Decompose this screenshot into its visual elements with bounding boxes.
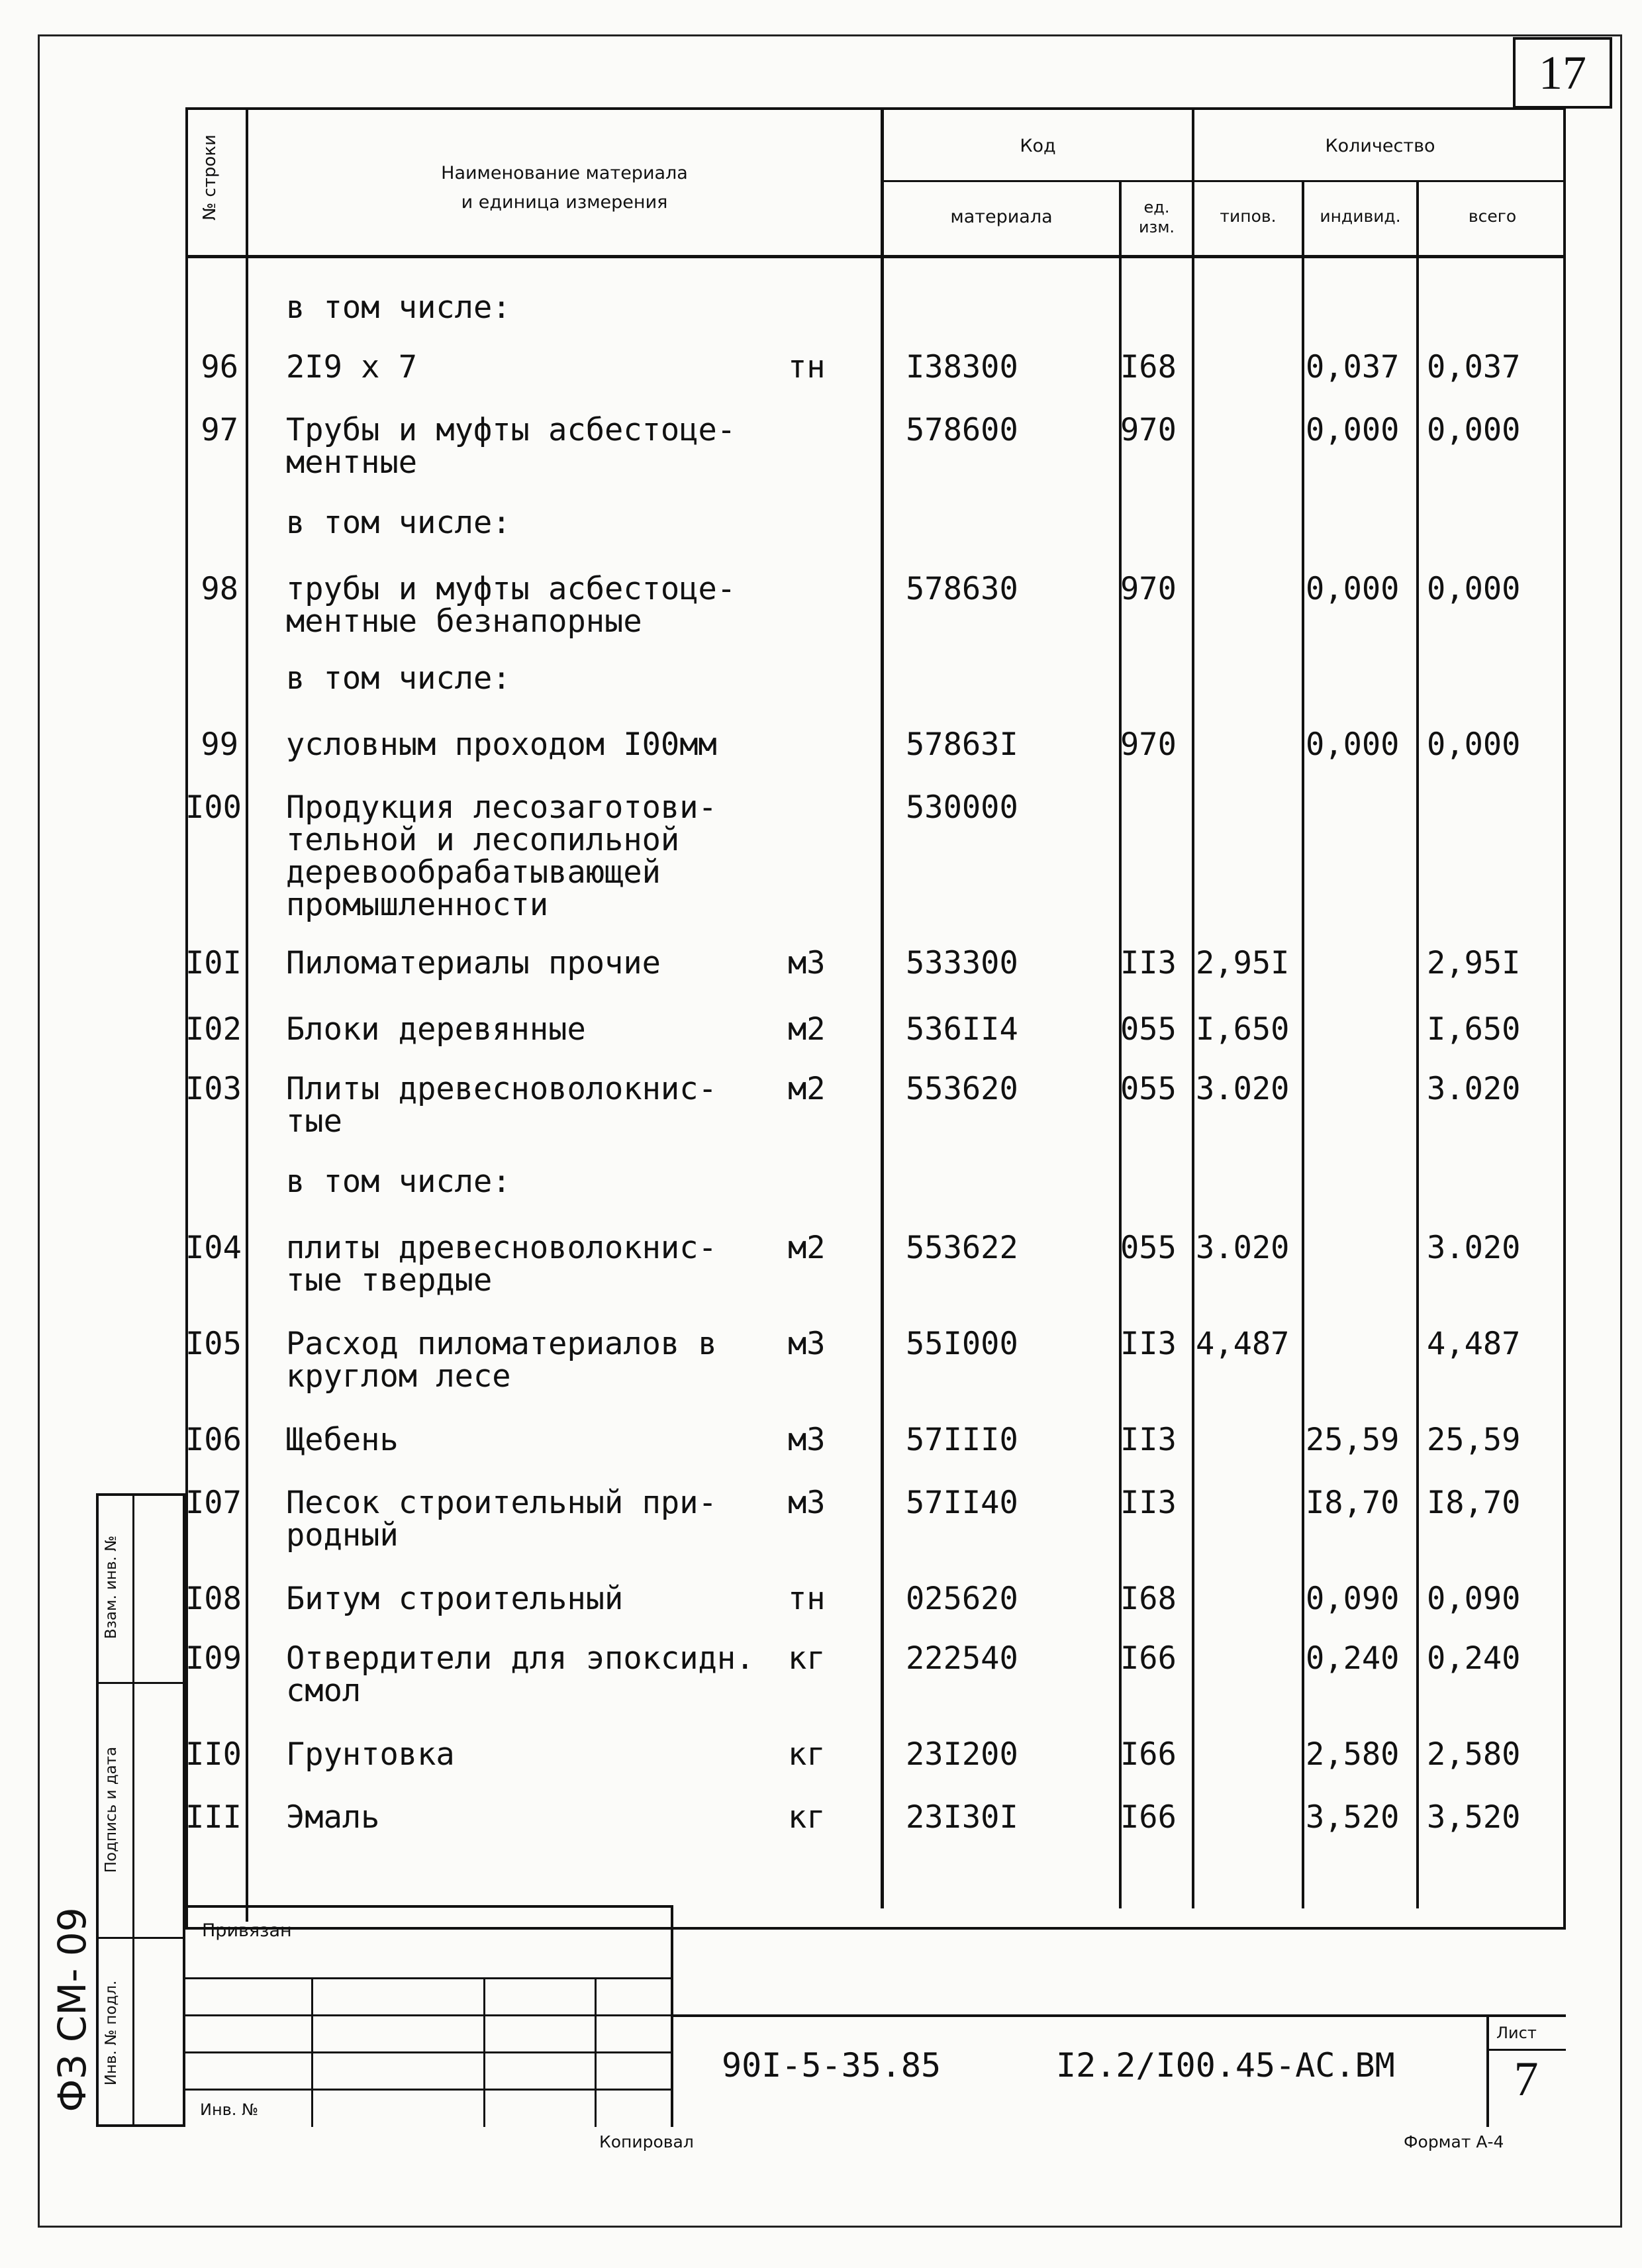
col-divider-typ [1302,180,1304,1908]
cell-ucode: 970 [1120,726,1177,763]
cell-ind: 0,090 [1306,1581,1400,1617]
cell-code: 533300 [906,945,1018,981]
cell-name: Щебень [286,1422,399,1458]
cell-unit: кг [788,1640,826,1677]
cell-name: Грунтовка [286,1736,455,1773]
header-bottom-line [185,255,1566,258]
cell-typ: 4,487 [1196,1326,1290,1362]
cell-total: 0,037 [1427,349,1521,385]
cell-ucode: 970 [1120,412,1177,448]
stamp-doc-code-1: 90I-5-35.85 [722,2046,942,2085]
cell-name: в том числе: [286,1163,511,1200]
cell-code: 530000 [906,789,1018,826]
cell-num: 97 [201,412,238,448]
stamp-line-2 [185,2014,672,2016]
cell-ind: 0,000 [1306,412,1400,448]
cell-num: II0 [185,1736,242,1773]
cell-num: I0I [185,945,242,981]
cell-num: III [185,1799,242,1836]
cell-num: 98 [201,571,238,607]
cell-ind: 0,000 [1306,571,1400,607]
cell-num: I00 [185,789,242,826]
cell-name: Отвердители для эпоксидн. смол [286,1640,755,1709]
cell-ucode: 055 [1120,1071,1177,1107]
cell-code: 578630 [906,571,1018,607]
cell-typ: 2,95I [1196,945,1290,981]
side-vzam: Взам. инв. № [103,1535,120,1640]
cell-ucode: II3 [1120,1485,1177,1521]
header-qty-typ: типов. [1220,207,1277,226]
side-stamp-divider [132,1493,134,2127]
stamp-col-2 [483,1977,485,2127]
cell-name: в том числе: [286,505,511,541]
cell-code: 55I000 [906,1326,1018,1362]
cell-name: Трубы и муфты асбестоце- ментные [286,412,736,481]
cell-num: I05 [185,1326,242,1362]
cell-ucode: II3 [1120,1422,1177,1458]
cell-total: 0,000 [1427,412,1521,448]
cell-name: условным проходом I00мм [286,726,717,763]
stamp-list-label: Лист [1496,2024,1537,2042]
cell-ucode: I66 [1120,1799,1177,1836]
header-code-unit: ед. изм. [1138,198,1175,236]
header-row-no: № строки [200,134,220,221]
stamp-line-4 [185,2089,672,2091]
header-qty-total: всего [1468,207,1517,226]
cell-ucode: 055 [1120,1011,1177,1048]
cell-ind: 3,520 [1306,1799,1400,1836]
cell-total: I8,70 [1427,1485,1521,1521]
cell-name: Расход пиломатериалов в круглом лесе [286,1326,717,1395]
cell-code: 536II4 [906,1011,1018,1048]
side-handwritten-code: ФЗ СМ- 09 [50,1907,95,2112]
cell-total: 3,520 [1427,1799,1521,1836]
cell-num: I07 [185,1485,242,1521]
cell-code: 553620 [906,1071,1018,1107]
cell-name: Эмаль [286,1799,380,1836]
cell-num: I03 [185,1071,242,1107]
cell-name: в том числе: [286,289,511,326]
cell-name: Блоки деревянные [286,1011,586,1048]
cell-code: 57II40 [906,1485,1018,1521]
cell-unit: м2 [788,1071,826,1107]
cell-unit: тн [788,1581,826,1617]
cell-name: Битум строительный [286,1581,624,1617]
cell-ind: 0,240 [1306,1640,1400,1677]
cell-name: в том числе: [286,660,511,697]
sheet-number: 17 [1513,37,1612,109]
cell-unit: тн [788,349,826,385]
col-divider-ucode [1192,107,1194,1908]
cell-total: 0,090 [1427,1581,1521,1617]
cell-name: 2I9 x 7 [286,349,418,385]
side-podpis: Подпись и дата [103,1746,120,1873]
header-name: Наименование материала и единица измерения [441,163,688,213]
stamp-top-line [185,1905,672,1908]
cell-ucode: I68 [1120,349,1177,385]
side-stamp-line-2 [96,1937,185,1939]
stamp-main-top [671,2014,1566,2017]
cell-total: 3.020 [1427,1071,1521,1107]
cell-ind: 25,59 [1306,1422,1400,1458]
cell-code: 57III0 [906,1422,1018,1458]
stamp-kopiroval: Копировал [599,2132,694,2151]
header-qty-group: Количество [1325,136,1435,156]
cell-unit: м3 [788,945,826,981]
cell-unit: м3 [788,1326,826,1362]
header-code-material: материала [950,207,1053,227]
col-divider-name [881,107,884,1908]
cell-num: I06 [185,1422,242,1458]
cell-unit: м2 [788,1230,826,1266]
cell-name: трубы и муфты асбестоце- ментные безнапорные [286,571,736,640]
cell-total: 2,580 [1427,1736,1521,1773]
stamp-format: Формат А-4 [1404,2132,1504,2151]
stamp-col-1 [311,1977,313,2127]
cell-ind: I8,70 [1306,1485,1400,1521]
stamp-line-1 [185,1977,672,1979]
cell-name: Плиты древесноволокнис- тые [286,1071,717,1140]
stamp-list-line [1486,2049,1566,2051]
header-code-group: Код [1020,136,1056,156]
header-qty-ind: индивид. [1320,207,1401,226]
side-inv-podl: Инв. № подл. [103,1980,120,2086]
cell-ucode: I66 [1120,1640,1177,1677]
cell-code: I38300 [906,349,1018,385]
stamp-line-3 [185,2051,672,2053]
cell-code: 578600 [906,412,1018,448]
col-divider-num [246,107,248,1922]
stamp-list-number: 7 [1514,2052,1539,2106]
cell-num: 99 [201,726,238,763]
cell-num: I04 [185,1230,242,1266]
cell-ind: 0,000 [1306,726,1400,763]
cell-total: 0,240 [1427,1640,1521,1677]
cell-code: 23I30I [906,1799,1018,1836]
cell-ucode: I66 [1120,1736,1177,1773]
cell-ind: 0,037 [1306,349,1400,385]
cell-total: 0,000 [1427,726,1521,763]
cell-unit: кг [788,1799,826,1836]
cell-num: I02 [185,1011,242,1048]
cell-code: 553622 [906,1230,1018,1266]
cell-unit: м3 [788,1422,826,1458]
cell-total: I,650 [1427,1011,1521,1048]
cell-total: 2,95I [1427,945,1521,981]
cell-code: 025620 [906,1581,1018,1617]
cell-name: плиты древесноволокнис- тые твердые [286,1230,717,1299]
cell-total: 4,487 [1427,1326,1521,1362]
cell-ucode: II3 [1120,945,1177,981]
cell-ind: 2,580 [1306,1736,1400,1773]
stamp-inv-no: Инв. № [200,2100,259,2119]
cell-num: I09 [185,1640,242,1677]
cell-code: 222540 [906,1640,1018,1677]
stamp-doc-code-2: I2.2/I00.45-АС.ВМ [1056,2046,1395,2085]
cell-total: 3.020 [1427,1230,1521,1266]
cell-total: 25,59 [1427,1422,1521,1458]
cell-unit: кг [788,1736,826,1773]
col-divider-ind [1416,180,1419,1908]
cell-ucode: II3 [1120,1326,1177,1362]
cell-typ: I,650 [1196,1011,1290,1048]
cell-unit: м2 [788,1011,826,1048]
cell-total: 0,000 [1427,571,1521,607]
cell-name: Продукция лесозаготови- тельной и лесопильной деревообрабатывающей промышленности [286,789,717,923]
cell-typ: 3.020 [1196,1230,1290,1266]
header-sub-line [881,180,1566,182]
stamp-privyazan: Привязан [202,1920,292,1941]
cell-ucode: 970 [1120,571,1177,607]
stamp-col-3 [595,1977,597,2127]
cell-code: 57863I [906,726,1018,763]
cell-unit: м3 [788,1485,826,1521]
cell-num: I08 [185,1581,242,1617]
cell-ucode: 055 [1120,1230,1177,1266]
cell-name: Песок строительный при- родный [286,1485,717,1553]
cell-name: Пиломатериалы прочие [286,945,661,981]
cell-ucode: I68 [1120,1581,1177,1617]
cell-code: 23I200 [906,1736,1018,1773]
cell-typ: 3.020 [1196,1071,1290,1107]
cell-num: 96 [201,349,238,385]
